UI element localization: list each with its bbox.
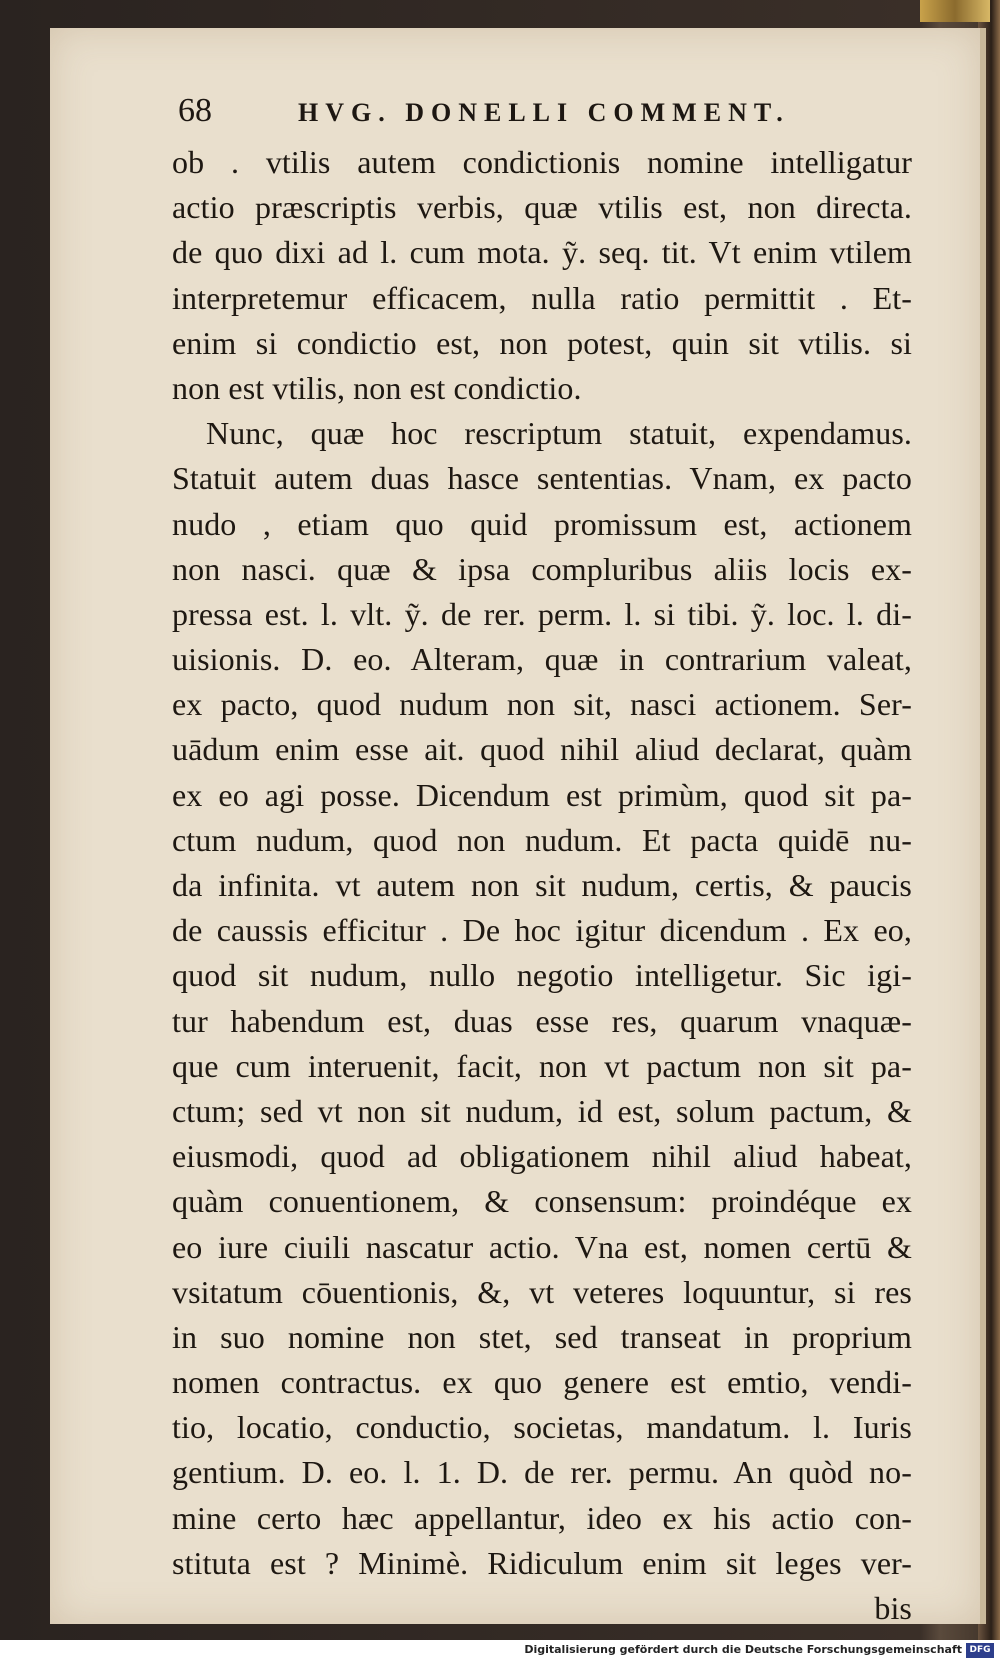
running-head: HVG. DONELLI COMMENT. <box>298 98 790 127</box>
text-line: eo iure ciuili nascatur actio. Vna est, nomen certū & <box>172 1228 912 1265</box>
text-line: Nunc, quæ hoc rescriptum statuit, expendamus. <box>206 415 912 452</box>
text-line: interpretemur efficacem, nulla ratio permittit . Et- <box>172 279 912 316</box>
text-line: ctum nudum, quod non nudum. Et pacta quidē nu- <box>172 821 912 858</box>
text-line: eiusmodi, quod ad obligationem nihil aliud habeat, <box>172 1138 912 1175</box>
catchword: bis <box>874 1590 912 1626</box>
text-line: Statuit autem duas hasce sententias. Vnam, ex pacto <box>172 460 912 497</box>
text-line: ex pacto, quod nudum non sit, nasci actionem. Ser- <box>172 686 912 723</box>
text-line: mine certo hæc appellantur, ideo ex his actio con- <box>172 1499 912 1536</box>
book-gilt-edge <box>920 0 990 22</box>
funding-credit: Digitalisierung gefördert durch die Deutsche Forschungsgemeinschaft <box>524 1643 962 1656</box>
text-line: da infinita. vt autem non sit nudum, certis, & paucis <box>172 867 912 903</box>
text-line: non nasci. quæ & ipsa compluribus aliis locis ex- <box>172 550 912 587</box>
text-line: quàm conuentionem, & consensum: proindéque ex <box>172 1183 912 1220</box>
text-line: nudo , etiam quo quid promissum est, actionem <box>172 505 912 542</box>
text-line: uādum enim esse ait. quod nihil aliud declarat, quàm <box>172 731 912 768</box>
page-header <box>178 92 908 136</box>
text-line: actio præscriptis verbis, quæ vtilis est, non directa. <box>172 189 912 226</box>
text-line: nomen contractus. ex quo genere est emtio, vendi- <box>172 1364 912 1401</box>
dfg-logo: DFG <box>966 1643 994 1658</box>
body-text <box>172 140 912 1631</box>
text-line: non est vtilis, non est condictio. <box>172 369 582 406</box>
page-number: 68 <box>178 92 212 129</box>
text-line: tur habendum est, duas esse res, quarum vnaquæ- <box>172 1002 912 1039</box>
text-line: ob . vtilis autem condictionis nomine intelligatur <box>172 144 912 180</box>
text-line: stituta est ? Minimè. Ridiculum enim sit leges ver- <box>172 1544 912 1581</box>
text-line: tio, locatio, conductio, societas, mandatum. l. Iuris <box>172 1409 912 1446</box>
text-line: de quo dixi ad l. cum mota. ỹ. seq. tit. Vt enim vtilem <box>172 234 912 271</box>
text-line: de caussis efficitur . De hoc igitur dicendum . Ex eo, <box>172 912 912 949</box>
text-line: uisionis. D. eo. Alteram, quæ in contrarium valeat, <box>172 641 912 678</box>
text-line: pressa est. l. vlt. ỹ. de rer. perm. l. si tibi. ỹ. loc. l. di- <box>172 595 912 632</box>
text-line: vsitatum cōuentionis, &, vt veteres loquuntur, si res <box>172 1273 912 1310</box>
text-line: ex eo agi posse. Dicendum est primùm, quod sit pa- <box>172 776 912 813</box>
text-line: ctum; sed vt non sit nudum, id est, solum pactum, & <box>172 1092 912 1129</box>
text-line: in suo nomine non stet, sed transeat in proprium <box>172 1318 912 1355</box>
text-line: enim si condictio est, non potest, quin sit vtilis. si <box>172 324 912 361</box>
footer-bar <box>0 1640 1000 1666</box>
text-line: quod sit nudum, nullo negotio intelligetur. Sic igi- <box>172 957 912 994</box>
text-line: gentium. D. eo. l. 1. D. de rer. permu. An quòd no- <box>172 1454 912 1491</box>
text-line: que cum interuenit, facit, non vt pactum non sit pa- <box>172 1047 912 1084</box>
